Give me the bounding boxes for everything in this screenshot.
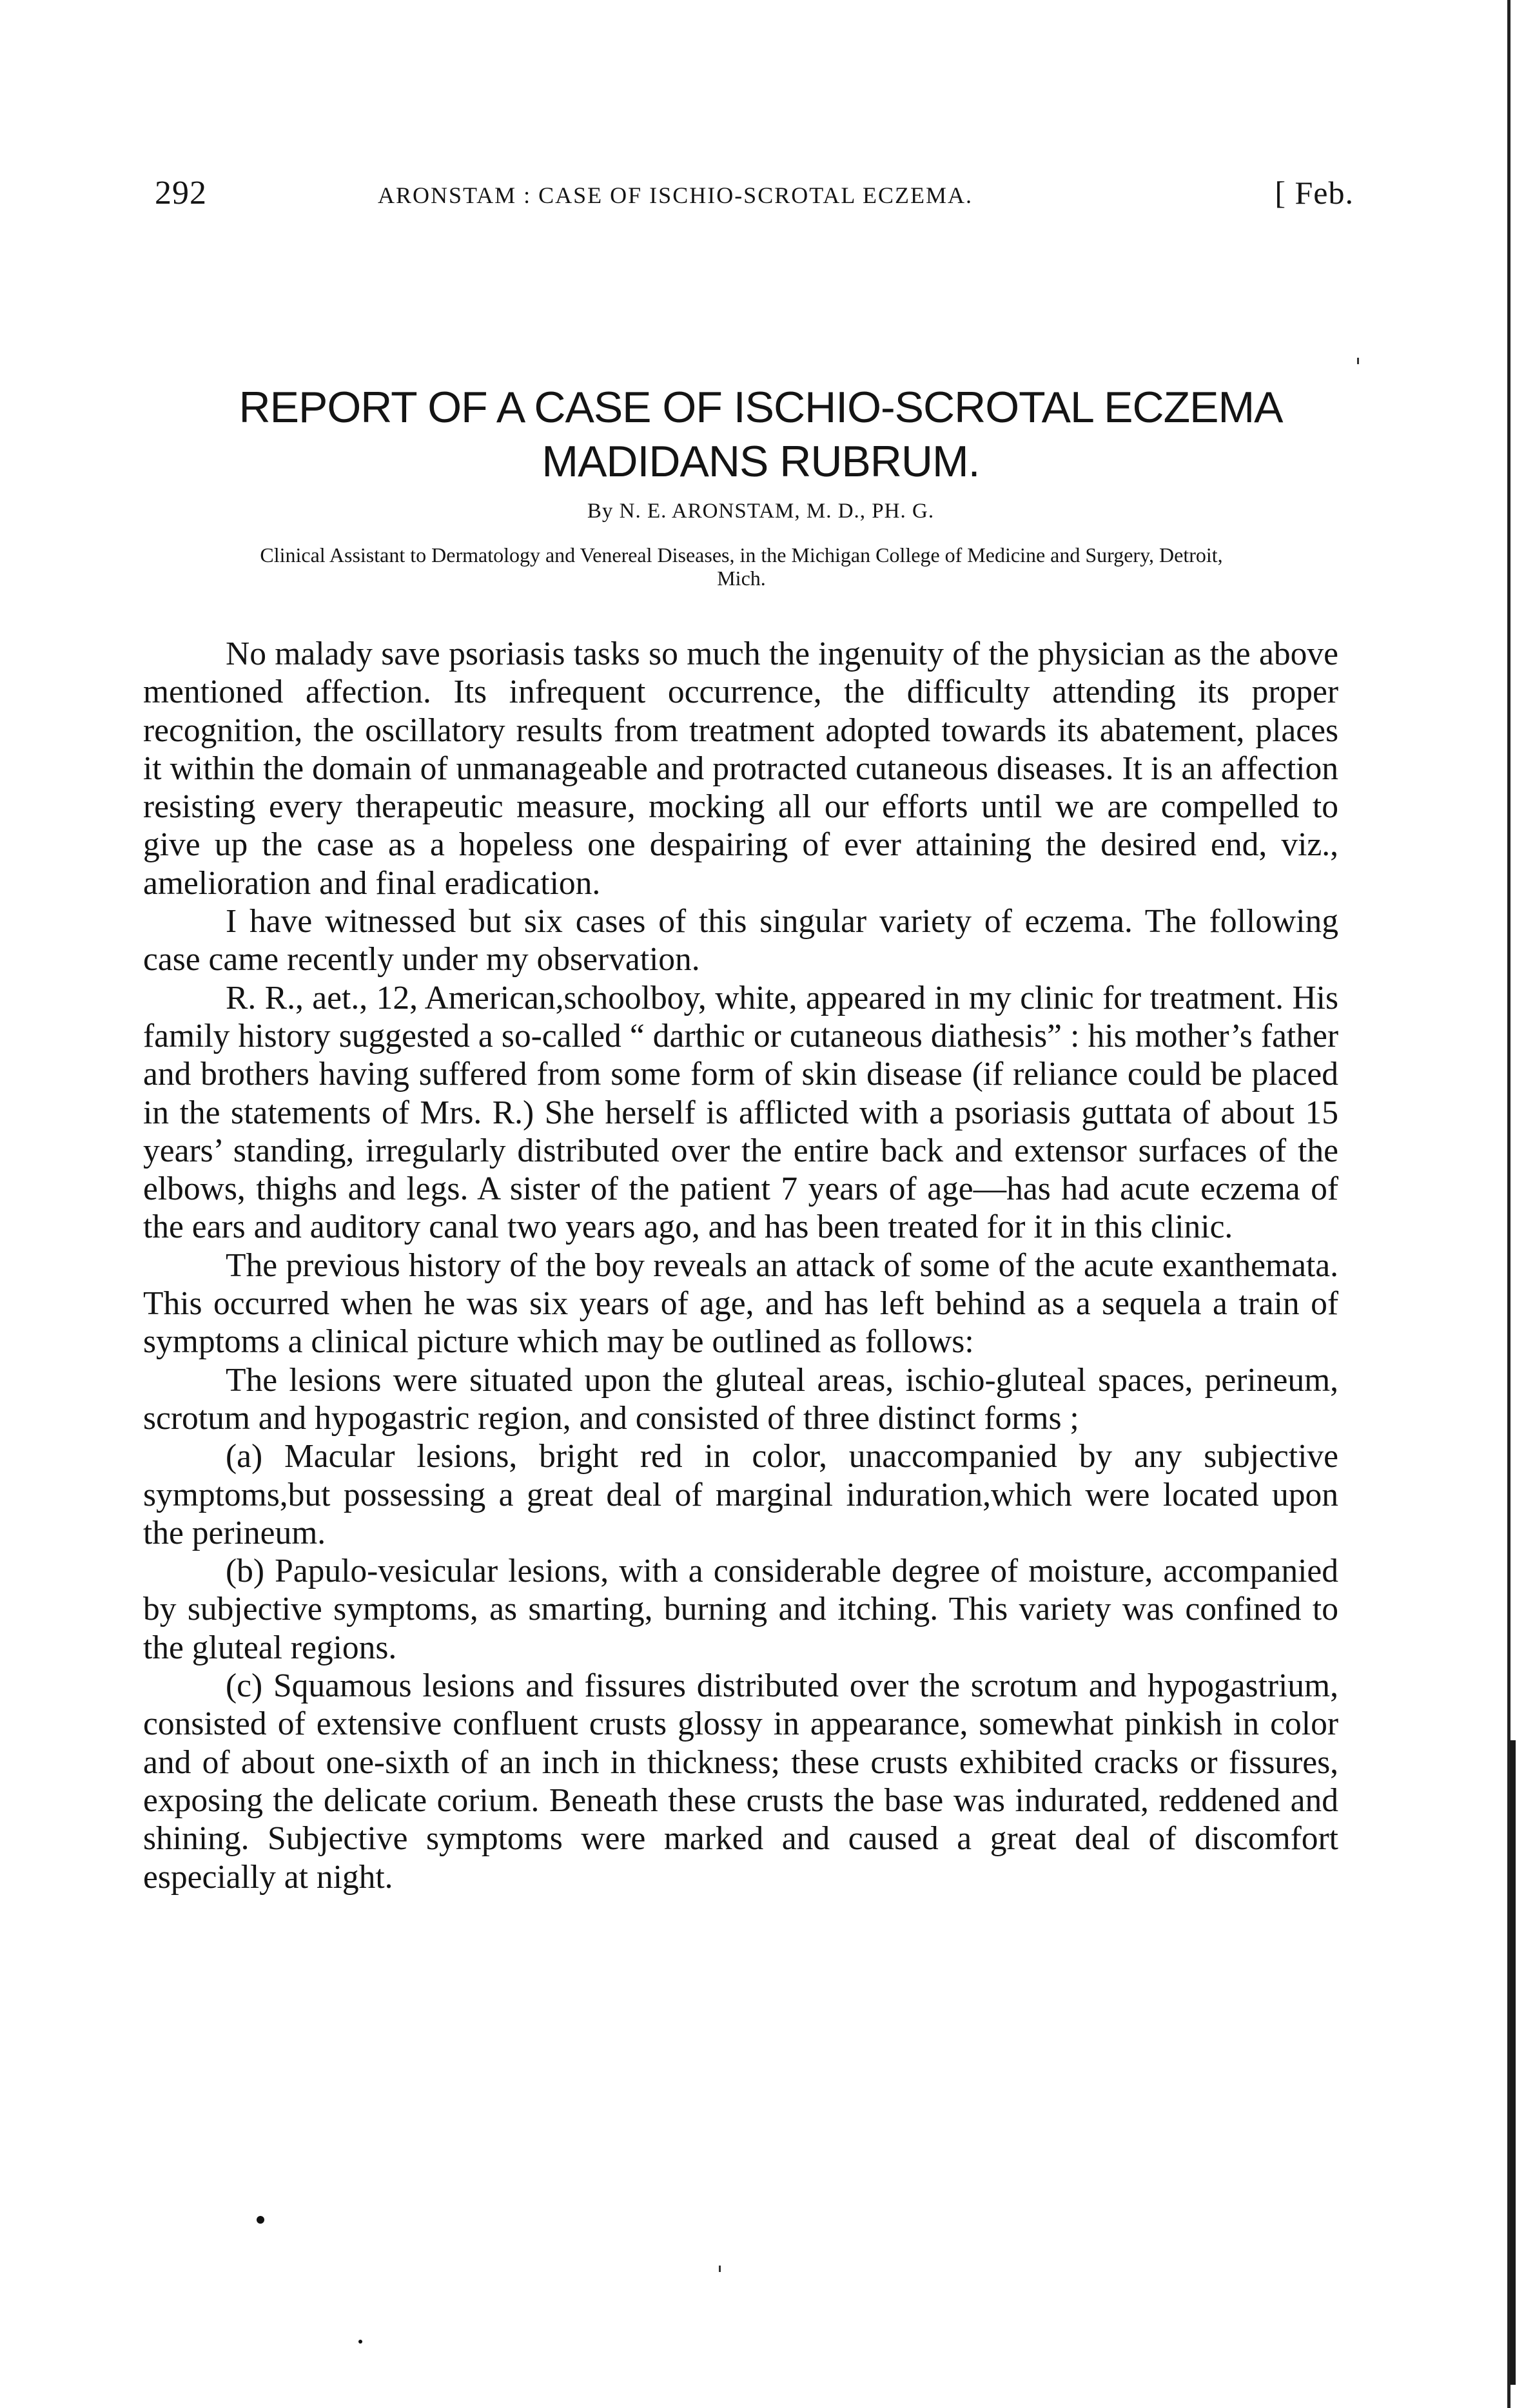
page-number: 292 (155, 175, 207, 211)
running-title: ARONSTAM : CASE OF ISCHIO-SCROTAL ECZEMA. (378, 182, 973, 208)
affiliation: Clinical Assistant to Dermatology and Venereal Diseases, in the Michigan College of Medicine and Surgery, Detroit, Mich. (260, 543, 1223, 590)
paragraph-papulo-vesicular: (b) Papulo-vesicular lesions, with a considerable degree of moisture, accompanied by subjective symptoms, as smarting, burning and itching. This variety was confined to the gluteal regions. (143, 1553, 1338, 1666)
article-title: REPORT OF A CASE OF ISCHIO-SCROTAL ECZEMA MADIDANS RUBRUM. (239, 383, 1283, 486)
paragraph-history: The previous history of the boy reveals an attack of some of the acute exanthemata. This occurred when he was six years of age, and has left behind as a sequela a train of symptoms a clinical picture which may be outlined as follows: (143, 1247, 1338, 1361)
paragraph-squamous: (c) Squamous lesions and fissures distributed over the scrotum and hypogastrium, consisted of extensive confluent crusts glossy in appearance, somewhat pinkish in color and of about one-sixth of an inch in thickness; these crusts exhibited cracks or fissures, exposing the delicate corium. Beneath these crusts the base was indurated, reddened and shining. Subjective symptoms were marked and caused a great deal of discomfort especially at night. (143, 1667, 1338, 1896)
paragraph-patient: R. R., aet., 12, American,schoolboy, white, appeared in my clinic for treatment. His family history suggested a so-called “ darthic or cutaneous diathesis” : his mother’s father and brothers having suffered from some form of skin disease (if reliance could be placed in the statements of Mrs. R.) She herself is afflicted with a psoriasis guttata of about 15 years’ standing, irregularly distributed over the entire back and extensor surfaces of the elbows, thighs and legs. A sister of the patient 7 years of age—has had acute eczema of the ears and auditory canal two years ago, and has been treated for it in this clinic. (143, 979, 1338, 1246)
article-body (143, 635, 1338, 1896)
byline: By N. E. ARONSTAM, M. D., PH. G. (587, 500, 935, 523)
scan-speck (1357, 358, 1359, 364)
paragraph-intro: No malady save psoriasis tasks so much the ingenuity of the physician as the above mentioned affection. Its infrequent occurrence, the difficulty attending its proper recognition, the oscillatory results from treatment adopted towards its abatement, places it within the domain of unmanageable and protracted cutaneous diseases. It is an affection resisting every therapeutic measure, mocking all our efforts until we are compelled to give up the case as a hopeless one despairing of ever attaining the desired end, viz., amelioration and final eradication. (143, 636, 1338, 902)
running-month: [ Feb. (1275, 175, 1354, 211)
paragraph-macular: (a) Macular lesions, bright red in color, unaccompanied by any subjective symptoms,but possessing a great deal of marginal induration,which were located upon the perineum. (143, 1438, 1338, 1551)
paragraph-cases: I have witnessed but six cases of this singular variety of eczema. The following case came recently under my observation. (143, 903, 1338, 978)
scan-speck (719, 2266, 721, 2272)
running-head (155, 174, 1354, 219)
scan-edge-shadow (1510, 1740, 1516, 2385)
paragraph-lesions: The lesions were situated upon the gluteal areas, ischio-gluteal spaces, perineum, scrotum and hypogastric region, and consisted of three distinct forms ; (143, 1361, 1338, 1437)
scan-speck (257, 2216, 264, 2224)
scan-speck (358, 2340, 362, 2344)
